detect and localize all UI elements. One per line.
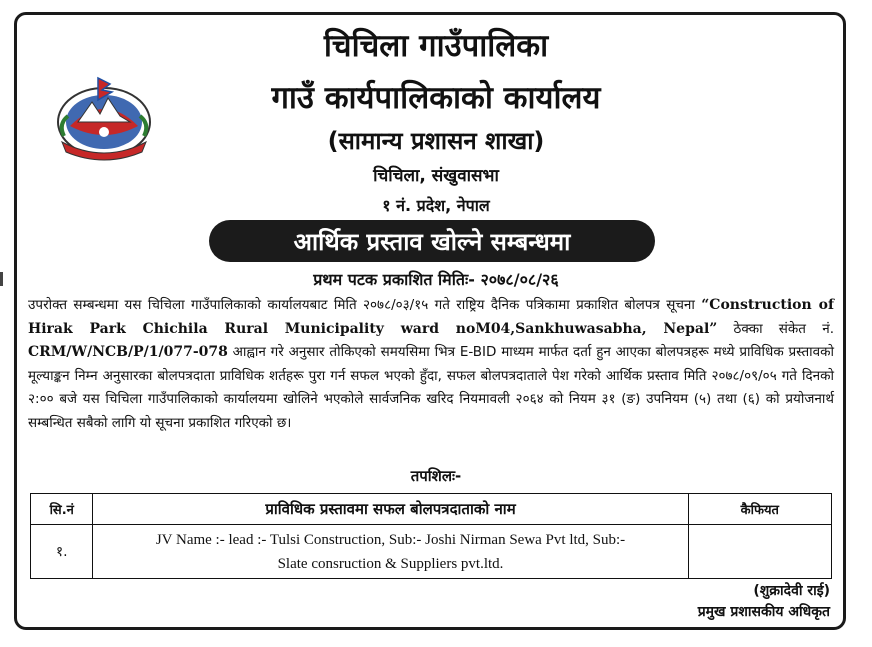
table-header-row (31, 494, 832, 525)
header-remarks: कैफियत (688, 494, 831, 525)
section-name: (सामान्य प्रशासन शाखा) (327, 127, 545, 155)
published-date: प्रथम पटक प्रकाशित मितिः- २०७८/०८/२६ (313, 270, 559, 289)
header-sn: सि.नं (31, 494, 93, 525)
body-part-3: आह्वान गरे अनुसार तोकिएको समयसिमा भित्र E-BID माध्यम मार्फत दर्ता हुन आएका बोलपत्रहरू मध्ये प्राविधिक प्रस्तावको मूल्याङ्कन निम्न अनुसारका बोलपत्रदाता प्राविधिक शर्तहरू पुरा गर्न सफल भएको हुँदा, सफल बोलपत्रदाताले पेश गरेको आर्थिक प्रस्ताव मिति २०७८/०९/०५ गते दिनको २:०० बजे यस चिचिला गाउँपालिकाको कार्यालयमा खोलिने भएकोले सार्वजनिक खरिद नियमावली २०६४ को नियम ३१ (ङ) उपनियम (५) तथा (६) को प्रयोजनार्थ सम्बन्धित सबैको लागि यो सूचना प्रकाशित गरिएको छ। (28, 344, 834, 431)
office-subtitle: गाउँ कार्यपालिकाको कार्यालय (271, 80, 601, 116)
details-heading: तपशिलः- (410, 467, 462, 485)
signatory-title: प्रमुख प्रशासकीय अधिकृत (697, 604, 830, 620)
office-name: चिचिला गाउँपालिका (323, 28, 549, 64)
row-bidder-name (93, 525, 688, 579)
row-remarks (688, 525, 831, 579)
location: चिचिला, संखुवासभा (373, 166, 499, 186)
row-sn: १. (31, 525, 93, 579)
contract-number: CRM/W/NCB/P/1/077-078 (28, 344, 228, 360)
bidder-name-line-2: Slate consruction & Suppliers pvt.ltd. (277, 555, 504, 572)
header-bidder-name: प्राविधिक प्रस्तावमा सफल बोलपत्रदाताको नाम (93, 494, 688, 525)
province: १ नं. प्रदेश, नेपाल (382, 196, 490, 215)
project-name: “Construction of Hirak Park Chichila Rural Municipality ward noM04,Sankhuwasabha, Nepal” (28, 297, 834, 337)
body-part-1: उपरोक्त सम्बन्धमा यस चिचिला गाउँपालिकाको कार्यालयबाट मिति २०७८/०३/१५ गते राष्ट्रिय दैनिक पत्रिकामा प्रकाशित बोलपत्र सूचना (28, 297, 702, 313)
signatory-name: (शुक्रादेवी राई) (753, 583, 830, 599)
notice-banner: आर्थिक प्रस्ताव खोल्ने सम्बन्धमा (209, 220, 655, 262)
bidder-table (30, 493, 832, 579)
notice-body (28, 294, 834, 435)
table-row (31, 525, 832, 579)
bidder-name-line-1: JV Name :- lead :- Tulsi Construction, Sub:- Joshi Nirman Sewa Pvt ltd, Sub:- (155, 531, 626, 548)
body-part-2: ठेक्का संकेत नं. (717, 320, 834, 337)
